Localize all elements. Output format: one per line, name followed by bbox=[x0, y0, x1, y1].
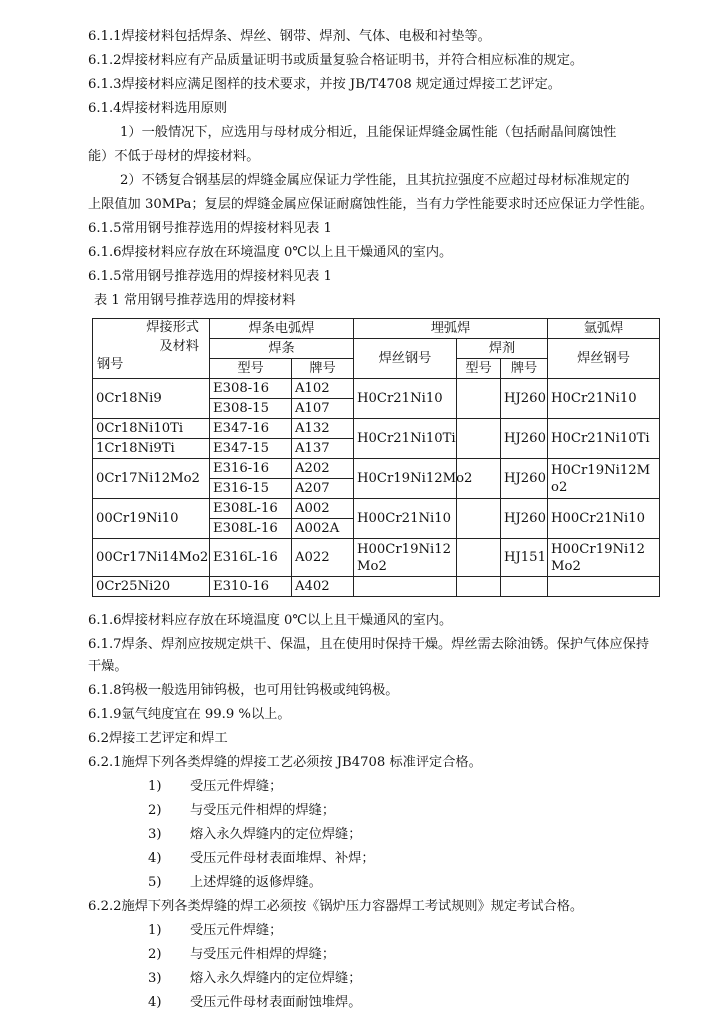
para-6-1-6-repeat: 6.1.6焊接材料应存放在环境温度 0℃以上且干燥通风的室内。 bbox=[88, 613, 453, 628]
header-wire: 焊丝钢号 bbox=[354, 339, 457, 379]
list2-num: 2) bbox=[148, 947, 162, 962]
header-flux-brand: 牌号 bbox=[501, 359, 548, 379]
para-6-1-5: 6.1.5常用钢号推荐选用的焊接材料见表 1 bbox=[88, 221, 332, 236]
para-6-1-7: 6.1.7焊条、焊剂应按规定烘干、保温，且在使用时保持干燥。焊丝需去除油锈。保护气体应保持 bbox=[88, 637, 650, 652]
welding-materials-table bbox=[92, 318, 660, 597]
list2-num: 3) bbox=[148, 971, 162, 986]
list1-item: 熔入永久焊缝内的定位焊缝； bbox=[190, 827, 362, 842]
para-6-1-9: 6.1.9氩气纯度宜在 99.9 %以上。 bbox=[88, 707, 291, 722]
table-row: 0Cr17Ni12Mo2 E316-16 A202 H0Cr19Ni12Mo2 HJ260 H0Cr19Ni12Mo2 bbox=[93, 459, 660, 479]
header-smaw: 焊条电弧焊 bbox=[210, 319, 354, 339]
list1-item: 与受压元件相焊的焊缝； bbox=[190, 803, 336, 818]
para-6-2-2: 6.2.2施焊下列各类焊缝的焊工必须按《锅炉压力容器焊工考试规则》规定考试合格。 bbox=[88, 899, 584, 914]
table-row: 0Cr25Ni20 E310-16 A402 bbox=[93, 577, 660, 597]
list1-item: 上述焊缝的返修焊缝。 bbox=[190, 875, 322, 890]
table-row: 00Cr19Ni10 E308L-16 A002 H00Cr21Ni10 HJ260 H00Cr21Ni10 bbox=[93, 499, 660, 519]
header-electrode: 焊条 bbox=[210, 339, 354, 359]
header-flux: 焊剂 bbox=[457, 339, 548, 359]
principle-2: 2）不锈复合钢基层的焊缝金属应保证力学性能，且其抗拉强度不应超过母材标准规定的 bbox=[120, 173, 630, 188]
list1-item: 受压元件母材表面堆焊、补焊； bbox=[190, 851, 375, 866]
para-6-1-5-repeat: 6.1.5常用钢号推荐选用的焊接材料见表 1 bbox=[88, 269, 332, 284]
para-6-1-6: 6.1.6焊接材料应存放在环境温度 0℃以上且干燥通风的室内。 bbox=[88, 245, 453, 260]
section-6-2: 6.2焊接工艺评定和焊工 bbox=[88, 731, 228, 746]
para-6-1-7-cont: 干燥。 bbox=[88, 659, 128, 674]
list2-item: 受压元件焊缝； bbox=[190, 923, 283, 938]
list2-item: 熔入永久焊缝内的定位焊缝； bbox=[190, 971, 362, 986]
header-gtaw: 氩弧焊 bbox=[548, 319, 660, 339]
para-6-1-3: 6.1.3焊接材料应满足图样的技术要求，并按 JB/T4708 规定通过焊接工艺评定。 bbox=[88, 77, 561, 92]
table-row: 00Cr17Ni14Mo2 E316L-16 A022 H00Cr19Ni12Mo2 HJ151 H00Cr19Ni12Mo2 bbox=[93, 539, 660, 577]
header-brand: 牌号 bbox=[292, 359, 354, 379]
para-6-1-2: 6.1.2焊接材料应有产品质量证明书或质量复验合格证明书，并符合相应标准的规定。 bbox=[88, 53, 584, 68]
table-row: 0Cr18Ni10Ti E347-16 A132 H0Cr21Ni10Ti HJ260 H0Cr21Ni10Ti bbox=[93, 419, 660, 439]
corner-header: 焊接形式 及材料 钢号 bbox=[93, 319, 210, 379]
table-caption: 表 1 常用钢号推荐选用的焊接材料 bbox=[94, 293, 296, 308]
header-type: 型号 bbox=[210, 359, 292, 379]
list1-num: 2) bbox=[148, 803, 162, 818]
para-6-2-1: 6.2.1施焊下列各类焊缝的焊接工艺必须按 JB4708 标准评定合格。 bbox=[88, 755, 482, 770]
table-row: E308L-16 A002A bbox=[93, 519, 660, 539]
header-saw: 埋弧焊 bbox=[354, 319, 548, 339]
principle-1: 1）一般情况下，应选用与母材成分相近，且能保证焊缝金属性能（包括耐晶间腐蚀性 bbox=[120, 125, 617, 140]
list1-num: 1) bbox=[148, 779, 162, 794]
list1-num: 5) bbox=[148, 875, 162, 890]
para-6-1-1: 6.1.1焊接材料包括焊条、焊丝、钢带、焊剂、气体、电极和衬垫等。 bbox=[88, 29, 491, 44]
list2-item: 受压元件母材表面耐蚀堆焊。 bbox=[190, 995, 362, 1010]
principle-1-cont: 能）不低于母材的焊接材料。 bbox=[88, 149, 260, 164]
table-row: E316-15 A207 bbox=[93, 479, 660, 499]
para-6-1-8: 6.1.8钨极一般选用铈钨极，也可用钍钨极或纯钨极。 bbox=[88, 683, 399, 698]
header-flux-type: 型号 bbox=[457, 359, 501, 379]
list2-num: 4) bbox=[148, 995, 162, 1010]
list2-item: 与受压元件相焊的焊缝； bbox=[190, 947, 336, 962]
para-6-1-4: 6.1.4焊接材料选用原则 bbox=[88, 101, 228, 116]
table-row: 1Cr18Ni9Ti E347-15 A137 bbox=[93, 439, 660, 459]
principle-2-cont: 上限值加 30MPa；复层的焊缝金属应保证耐腐蚀性能，当有力学性能要求时还应保证力学性能。 bbox=[88, 197, 653, 212]
list2-num: 1) bbox=[148, 923, 162, 938]
table-row: 0Cr18Ni9 E308-16 A102 H0Cr21Ni10 HJ260 H0Cr21Ni10 bbox=[93, 379, 660, 399]
list1-item: 受压元件焊缝； bbox=[190, 779, 283, 794]
header-gtaw-wire: 焊丝钢号 bbox=[548, 339, 660, 379]
table-row: E308-15 A107 bbox=[93, 399, 660, 419]
list1-num: 4) bbox=[148, 851, 162, 866]
list1-num: 3) bbox=[148, 827, 162, 842]
